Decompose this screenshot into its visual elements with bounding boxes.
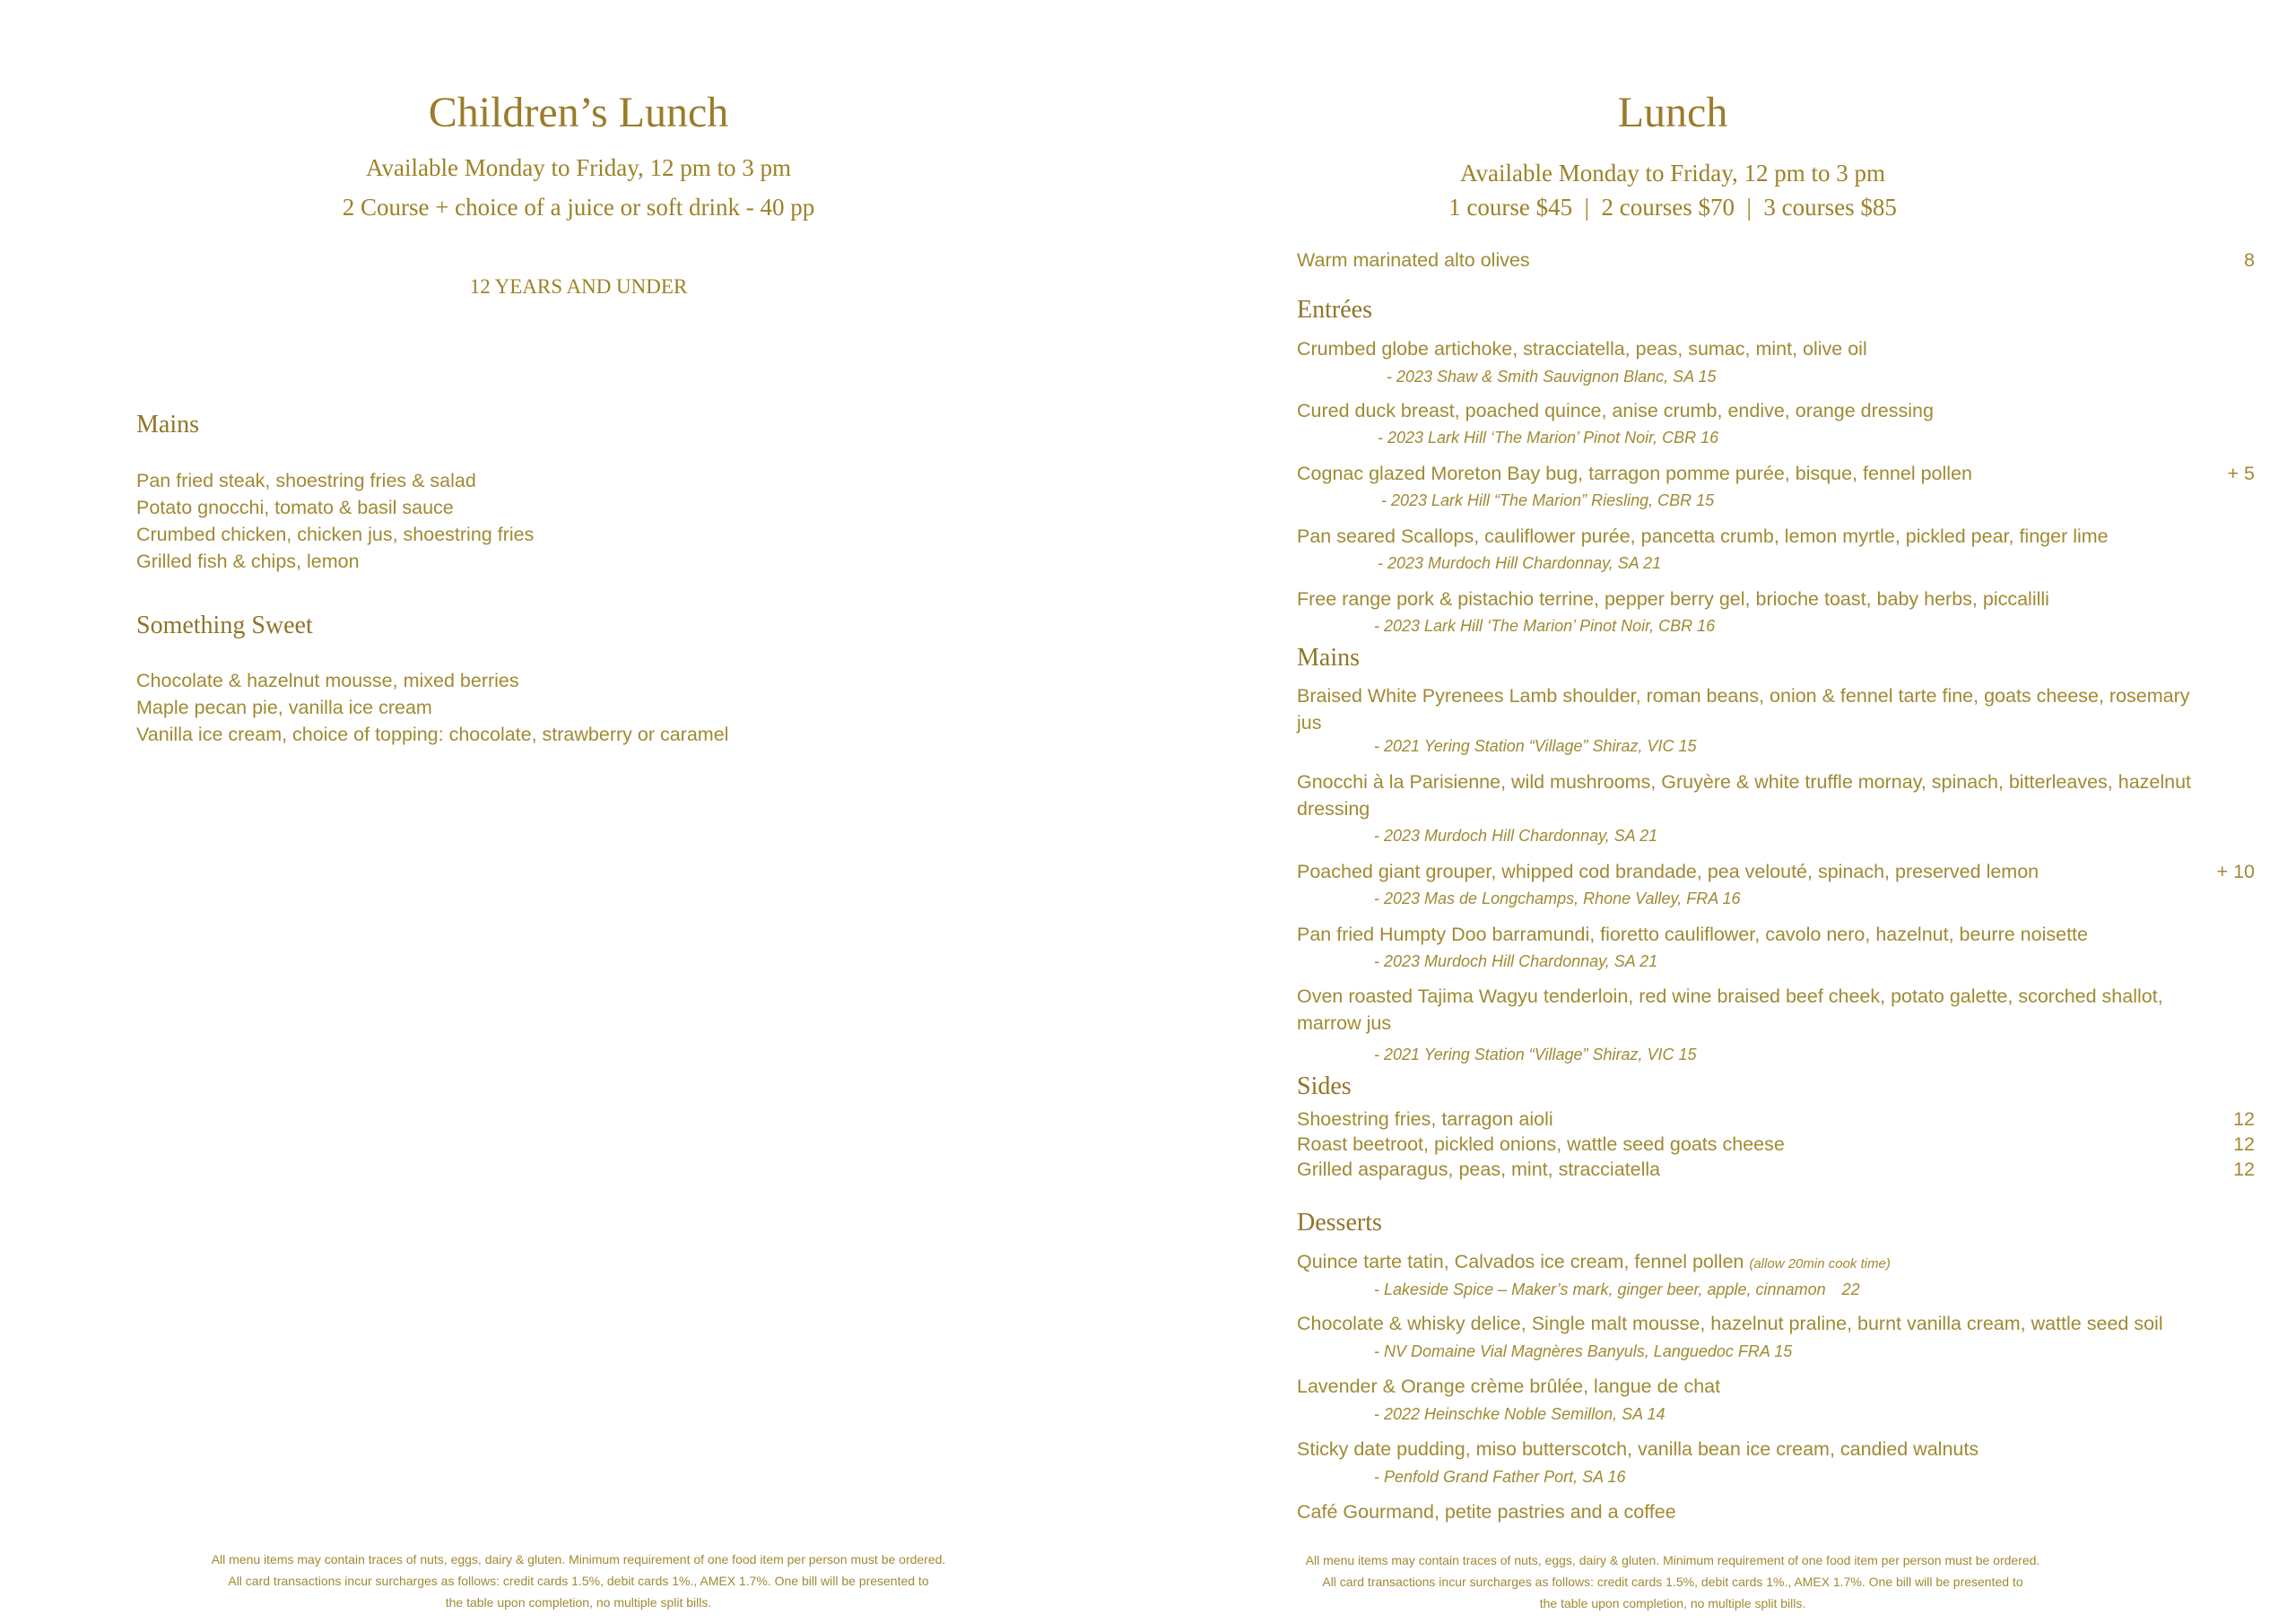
menu-item: Oven roasted Tajima Wagyu tenderloin, red wine braised beef cheek, potato galette, scorched shallot, marrow jus (1297, 985, 2163, 1034)
list-item: Crumbed chicken, chicken jus, shoestring fries (136, 524, 535, 545)
menu-item: Roast beetroot, pickled onions, wattle seed goats cheese (1297, 1133, 1785, 1155)
offer-text: 2 Course + choice of a juice or soft drink - 40 pp (342, 194, 815, 221)
footer-line: All card transactions incur surcharges as follows: credit cards 1.5%, debit cards 1%., AMEX 1.7%. One bill will be presented to (228, 1574, 929, 1588)
cook-time-note: (allow 20min cook time) (1749, 1256, 1891, 1271)
price: 12 (2233, 1108, 2255, 1130)
section-heading-mains: Mains (1297, 644, 1360, 672)
wine-pairing: - 2023 Mas de Longchamps, Rhone Valley, FRA 16 (1374, 890, 1741, 907)
menu-item: Sticky date pudding, miso butterscotch, vanilla bean ice cream, candied walnuts (1297, 1438, 1979, 1460)
section-heading-entrees: Entrées (1297, 296, 1372, 324)
page-title: Lunch (1617, 89, 1728, 136)
wine-pairing: - 2023 Murdoch Hill Chardonnay, SA 21 (1374, 827, 1658, 845)
section-heading-desserts: Desserts (1297, 1209, 1382, 1237)
menu-item: Pan fried Humpty Doo barramundi, fioretto cauliflower, cavolo nero, hazelnut, beurre noisette (1297, 924, 2088, 945)
pricing-text: 1 course $45 | 2 courses $70 | 3 courses $85 (1448, 194, 1897, 221)
list-item: Vanilla ice cream, choice of topping: chocolate, strawberry or caramel (136, 724, 729, 745)
availability-text: Available Monday to Friday, 12 pm to 3 pm (366, 154, 791, 181)
wine-pairing: - 2021 Yering Station “Village” Shiraz, VIC 15 (1374, 1046, 1697, 1063)
price: 12 (2233, 1159, 2255, 1180)
wine-pairing: - 2023 Shaw & Smith Sauvignon Blanc, SA 15 (1387, 368, 1717, 386)
lunch-page (1157, 0, 2296, 1623)
menu-item: Crumbed globe artichoke, stracciatella, peas, sumac, mint, olive oil (1297, 338, 1867, 360)
list-item: Grilled fish & chips, lemon (136, 551, 360, 572)
menu-item: Warm marinated alto olives (1297, 249, 1530, 271)
wine-pairing (1374, 1280, 1860, 1299)
list-item: Maple pecan pie, vanilla ice cream (136, 697, 432, 718)
footer-line: All menu items may contain traces of nuts, eggs, dairy & gluten. Minimum requirement of one food item per person must be ordered. (1305, 1553, 2040, 1567)
wine-pairing: - 2023 Murdoch Hill Chardonnay, SA 21 (1378, 554, 1662, 572)
section-heading-something-sweet: Something Sweet (136, 612, 313, 639)
footer-line: the table upon completion, no multiple split bills. (445, 1595, 712, 1610)
wine-pairing-text: - Lakeside Spice – Maker’s mark, ginger beer, apple, cinnamon (1374, 1280, 1826, 1298)
wine-pairing: - 2023 Lark Hill ‘The Marion’ Pinot Noir, CBR 16 (1378, 429, 1719, 447)
wine-pairing: - 2021 Yering Station “Village” Shiraz, VIC 15 (1374, 737, 1697, 755)
footer-line: All menu items may contain traces of nuts, eggs, dairy & gluten. Minimum requirement of one food item per person must be ordered. (211, 1552, 946, 1567)
wine-pairing: - 2023 Lark Hill “The Marion” Riesling, CBR 15 (1381, 491, 1715, 509)
price: 8 (2244, 249, 2255, 271)
wine-pairing: - NV Domaine Vial Magnères Banyuls, Languedoc FRA 15 (1374, 1342, 1793, 1360)
footer-line: the table upon completion, no multiple split bills. (1539, 1596, 1806, 1610)
menu-item: Pan seared Scallops, cauliflower purée, pancetta crumb, lemon myrtle, pickled pear, finger lime (1297, 525, 2109, 547)
list-item: Potato gnocchi, tomato & basil sauce (136, 497, 454, 518)
menu-item: Poached giant grouper, whipped cod brandade, pea velouté, spinach, preserved lemon (1297, 861, 2039, 882)
page-title: Children’s Lunch (428, 89, 729, 136)
availability-text: Available Monday to Friday, 12 pm to 3 pm (1460, 160, 1885, 187)
menu-item (1297, 1251, 1891, 1273)
section-heading-sides: Sides (1297, 1072, 1352, 1100)
menu-item: Grilled asparagus, peas, mint, stracciatella (1297, 1159, 1661, 1180)
menu-item: Free range pork & pistachio terrine, pepper berry gel, brioche toast, baby herbs, piccalilli (1297, 588, 2049, 610)
menu-item: Chocolate & whisky delice, Single malt mousse, hazelnut praline, burnt vanilla cream, wattle seed soil (1297, 1313, 2163, 1334)
menu-item: Lavender & Orange crème brûlée, langue de chat (1297, 1376, 1721, 1397)
price: 22 (1841, 1280, 1860, 1298)
dessert-name: Quince tarte tatin, Calvados ice cream, fennel pollen (1297, 1251, 1744, 1272)
menu-item: Gnocchi à la Parisienne, wild mushrooms, Gruyère & white truffle mornay, spinach, bitterleaves, hazelnut dressing (1297, 771, 2192, 820)
menu-item: Braised White Pyrenees Lamb shoulder, roman beans, onion & fennel tarte fine, goats cheese, rosemary jus (1297, 685, 2190, 733)
menu-item: Cured duck breast, poached quince, anise crumb, endive, orange dressing (1297, 400, 1934, 421)
footer-disclaimer (0, 1549, 1157, 1613)
menu-item: Café Gourmand, petite pastries and a coffee (1297, 1501, 1676, 1523)
price: + 10 (2216, 861, 2255, 882)
footer-disclaimer (1103, 1549, 2242, 1614)
wine-pairing: - 2023 Lark Hill ‘The Marion’ Pinot Noir, CBR 16 (1374, 617, 1716, 635)
wine-pairing: - 2022 Heinschke Noble Semillon, SA 14 (1374, 1405, 1665, 1423)
list-item: Chocolate & hazelnut mousse, mixed berries (136, 670, 519, 691)
list-item: Pan fried steak, shoestring fries & salad (136, 470, 476, 491)
footer-line: All card transactions incur surcharges as follows: credit cards 1.5%, debit cards 1%., AMEX 1.7%. One bill will be presented to (1322, 1575, 2023, 1589)
menu-item: Shoestring fries, tarragon aioli (1297, 1108, 1553, 1130)
price: + 5 (2227, 463, 2255, 484)
menu-item: Cognac glazed Moreton Bay bug, tarragon pomme purée, bisque, fennel pollen (1297, 463, 1972, 484)
section-heading-mains: Mains (136, 411, 199, 438)
wine-pairing: - Penfold Grand Father Port, SA 16 (1374, 1468, 1626, 1486)
age-restriction: 12 YEARS AND UNDER (469, 275, 688, 298)
price: 12 (2233, 1133, 2255, 1155)
wine-pairing: - 2023 Murdoch Hill Chardonnay, SA 21 (1374, 952, 1658, 970)
